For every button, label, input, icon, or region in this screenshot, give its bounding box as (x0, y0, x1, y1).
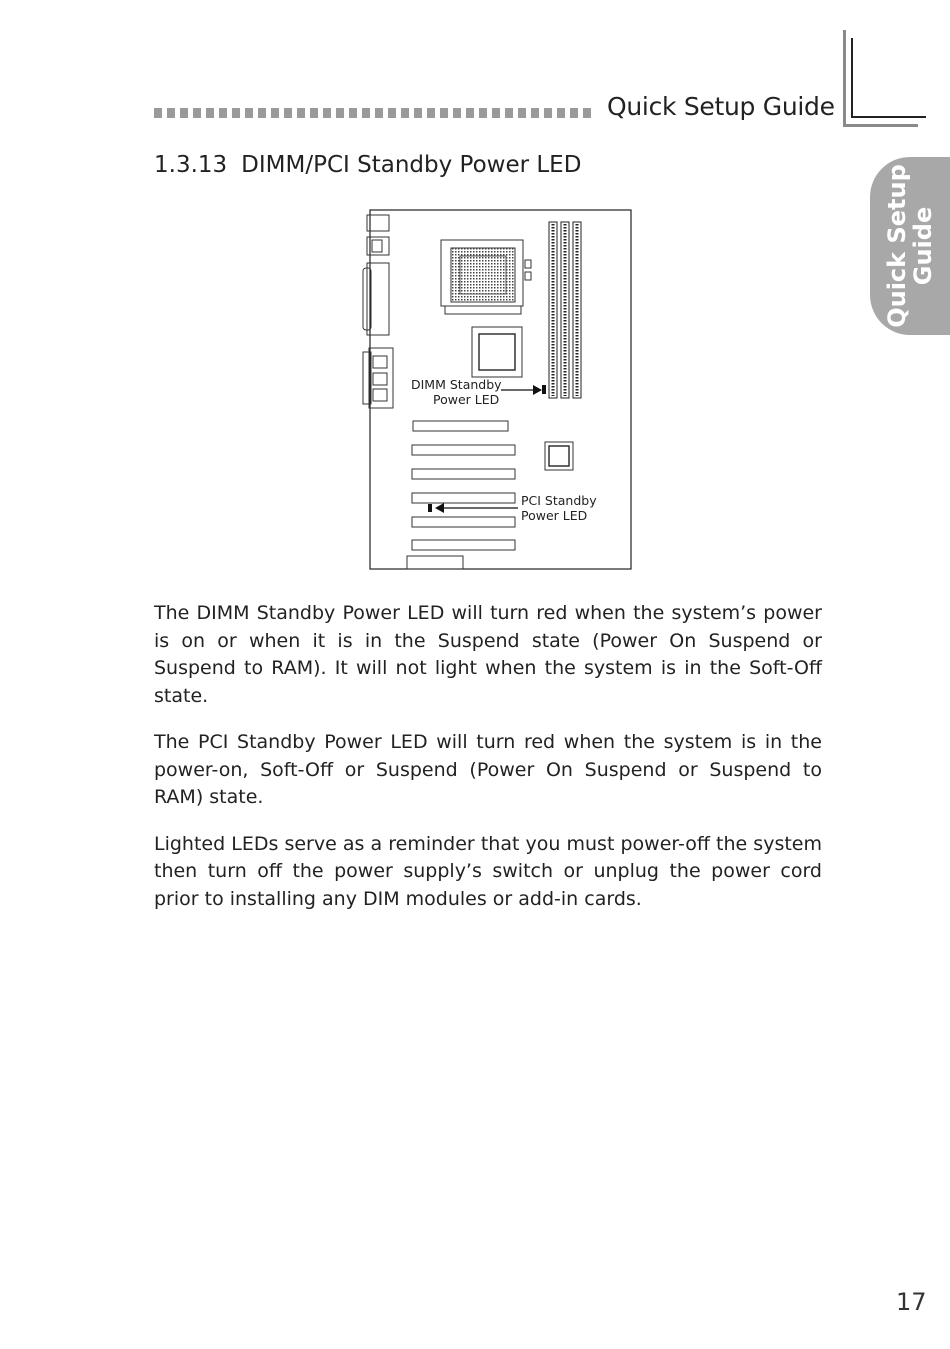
corner-mark (843, 124, 918, 127)
bottom-connector (407, 556, 463, 569)
header-title: Quick Setup Guide (607, 92, 835, 121)
paragraph: Lighted LEDs serve as a reminder that you must power-off the system then turn off the power supply’s switch or unplug the power cord prior to installing any DIM modules or add-in cards. (154, 832, 822, 910)
dimm-slots (549, 222, 581, 398)
side-tab (870, 157, 950, 335)
pci-standby-led (428, 504, 432, 512)
dimm-standby-led (542, 385, 546, 394)
agp-slot (413, 421, 508, 431)
header-dot-rule (154, 108, 596, 118)
corner-mark (851, 116, 926, 118)
dimm-led-label-line1: DIMM Standby (411, 377, 502, 392)
pci-led-label-line2: Power LED (521, 508, 588, 523)
motherboard-diagram (353, 200, 643, 580)
chipset (472, 327, 522, 377)
dimm-arrow-head (533, 385, 542, 395)
cpu-socket (441, 240, 531, 314)
side-tab-label-line1: Quick Setup (883, 164, 911, 328)
body-text (154, 600, 822, 932)
section-title (154, 152, 581, 178)
paragraph: The PCI Standby Power LED will turn red when the system is in the power-on, Soft-Off or Suspend (Power On Suspend or Suspend to RAM) state. (154, 731, 822, 808)
pci-slots (412, 445, 515, 550)
pci-led-label-line1: PCI Standby (521, 493, 597, 508)
pci-arrow-head (435, 503, 444, 513)
dimm-led-label-line2: Power LED (433, 392, 500, 407)
back-panel-connectors (363, 215, 393, 408)
section-number: 1.3.13 (154, 152, 228, 178)
south-bridge (545, 442, 573, 470)
section-heading: DIMM/PCI Standby Power LED (241, 152, 582, 178)
side-tab-label (884, 164, 936, 328)
paragraph: The DIMM Standby Power LED will turn red when the system’s power is on or when it is in the Suspend state (Power On Suspend or Suspend to RAM). It will not light when the system is in the Soft-Off state. (154, 602, 822, 707)
corner-mark (843, 30, 846, 126)
side-tab-label-line2: Guide (909, 206, 937, 286)
page-number: 17 (896, 1288, 927, 1316)
corner-mark (851, 38, 853, 118)
